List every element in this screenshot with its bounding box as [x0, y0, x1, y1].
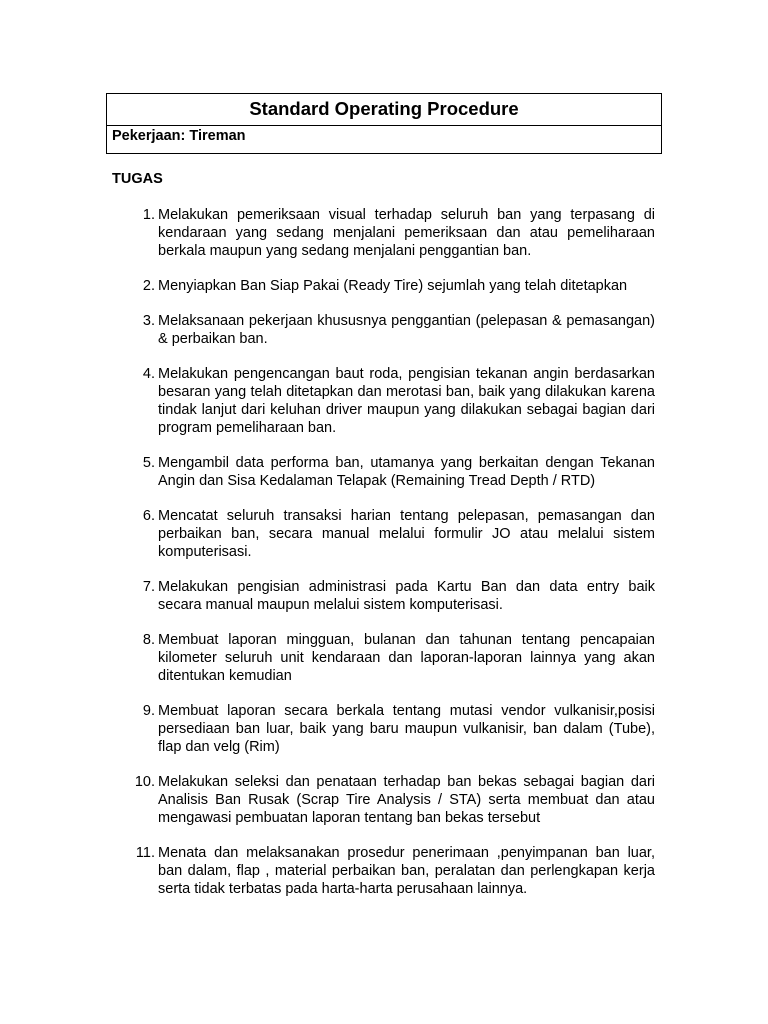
task-item: [0, 702, 768, 756]
task-item: [0, 277, 768, 295]
section-heading-tugas: TUGAS: [112, 171, 163, 187]
task-number: 1.: [142, 207, 155, 223]
task-text: Membuat laporan mingguan, bulanan dan tahunan tentang pencapaian kilometer seluruh unit kendaraan dan laporan-laporan lainnya yang akan ditentukan kemudian: [158, 632, 655, 684]
sop-header-table: [106, 93, 662, 154]
task-list: [0, 206, 768, 915]
job-title: Pekerjaan: Tireman: [112, 128, 246, 144]
task-text: Mengambil data performa ban, utamanya yang berkaitan dengan Tekanan Angin dan Sisa Kedalaman Telapak (Remaining Tread Depth / RTD): [158, 455, 655, 489]
task-number: 8.: [142, 632, 155, 648]
task-text: Melakukan seleksi dan penataan terhadap ban bekas sebagai bagian dari Analisis Ban Rusak (Scrap Tire Analysis / STA) serta membuat dan atau mengawasi pembuatan laporan tentang ban bekas tersebut: [158, 774, 655, 826]
task-number: 6.: [142, 508, 155, 524]
task-text: Melakukan pemeriksaan visual terhadap seluruh ban yang terpasang di kendaraan yang sedang menjalani pemeriksaan dan atau pemeliharaan berkala maupun yang sedang menjalani penggantian ban.: [158, 207, 655, 259]
task-item: [0, 578, 768, 614]
task-number: 3.: [142, 313, 155, 329]
task-text: Melaksanaan pekerjaan khususnya penggantian (pelepasan & pemasangan) & perbaikan ban.: [158, 313, 655, 347]
task-number: 2.: [142, 278, 155, 294]
task-item: [0, 631, 768, 685]
task-text: Mencatat seluruh transaksi harian tentang pelepasan, pemasangan dan perbaikan ban, secara manual melalui formulir JO atau melalui sistem komputerisasi.: [158, 508, 655, 560]
task-item: [0, 312, 768, 348]
task-item: [0, 206, 768, 260]
task-number: 7.: [142, 579, 155, 595]
task-item: [0, 507, 768, 561]
document-title: Standard Operating Procedure: [107, 94, 661, 126]
task-text: Melakukan pengencangan baut roda, pengisian tekanan angin berdasarkan besaran yang telah ditetapkan dan merotasi ban, baik yang dilakukan karena tindak lanjut dari keluhan driver maupun yang dilakukan sebagai bagian dari program pemeliharaan ban.: [158, 366, 655, 436]
task-number: 9.: [142, 703, 155, 719]
task-number: 5.: [142, 455, 155, 471]
task-text: Menyiapkan Ban Siap Pakai (Ready Tire) sejumlah yang telah ditetapkan: [158, 278, 628, 294]
task-item: [0, 844, 768, 898]
task-text: Melakukan pengisian administrasi pada Kartu Ban dan data entry baik secara manual maupun melalui sistem komputerisasi.: [158, 579, 655, 613]
task-text: Menata dan melaksanakan prosedur penerimaan ,penyimpanan ban luar, ban dalam, flap , material perbaikan ban, peralatan dan perlengkapan kerja serta tidak terbatas pada harta-harta perusahaan lainnya.: [158, 845, 655, 897]
task-number: 4.: [142, 366, 155, 382]
task-item: [0, 365, 768, 437]
task-number: 11.: [135, 845, 155, 861]
task-item: [0, 773, 768, 827]
task-item: [0, 454, 768, 490]
task-text: Membuat laporan secara berkala tentang mutasi vendor vulkanisir,posisi persediaan ban luar, baik yang baru maupun vulkanisir, ban dalam (Tube), flap dan velg (Rim): [158, 703, 655, 755]
task-number: 10.: [134, 774, 155, 790]
